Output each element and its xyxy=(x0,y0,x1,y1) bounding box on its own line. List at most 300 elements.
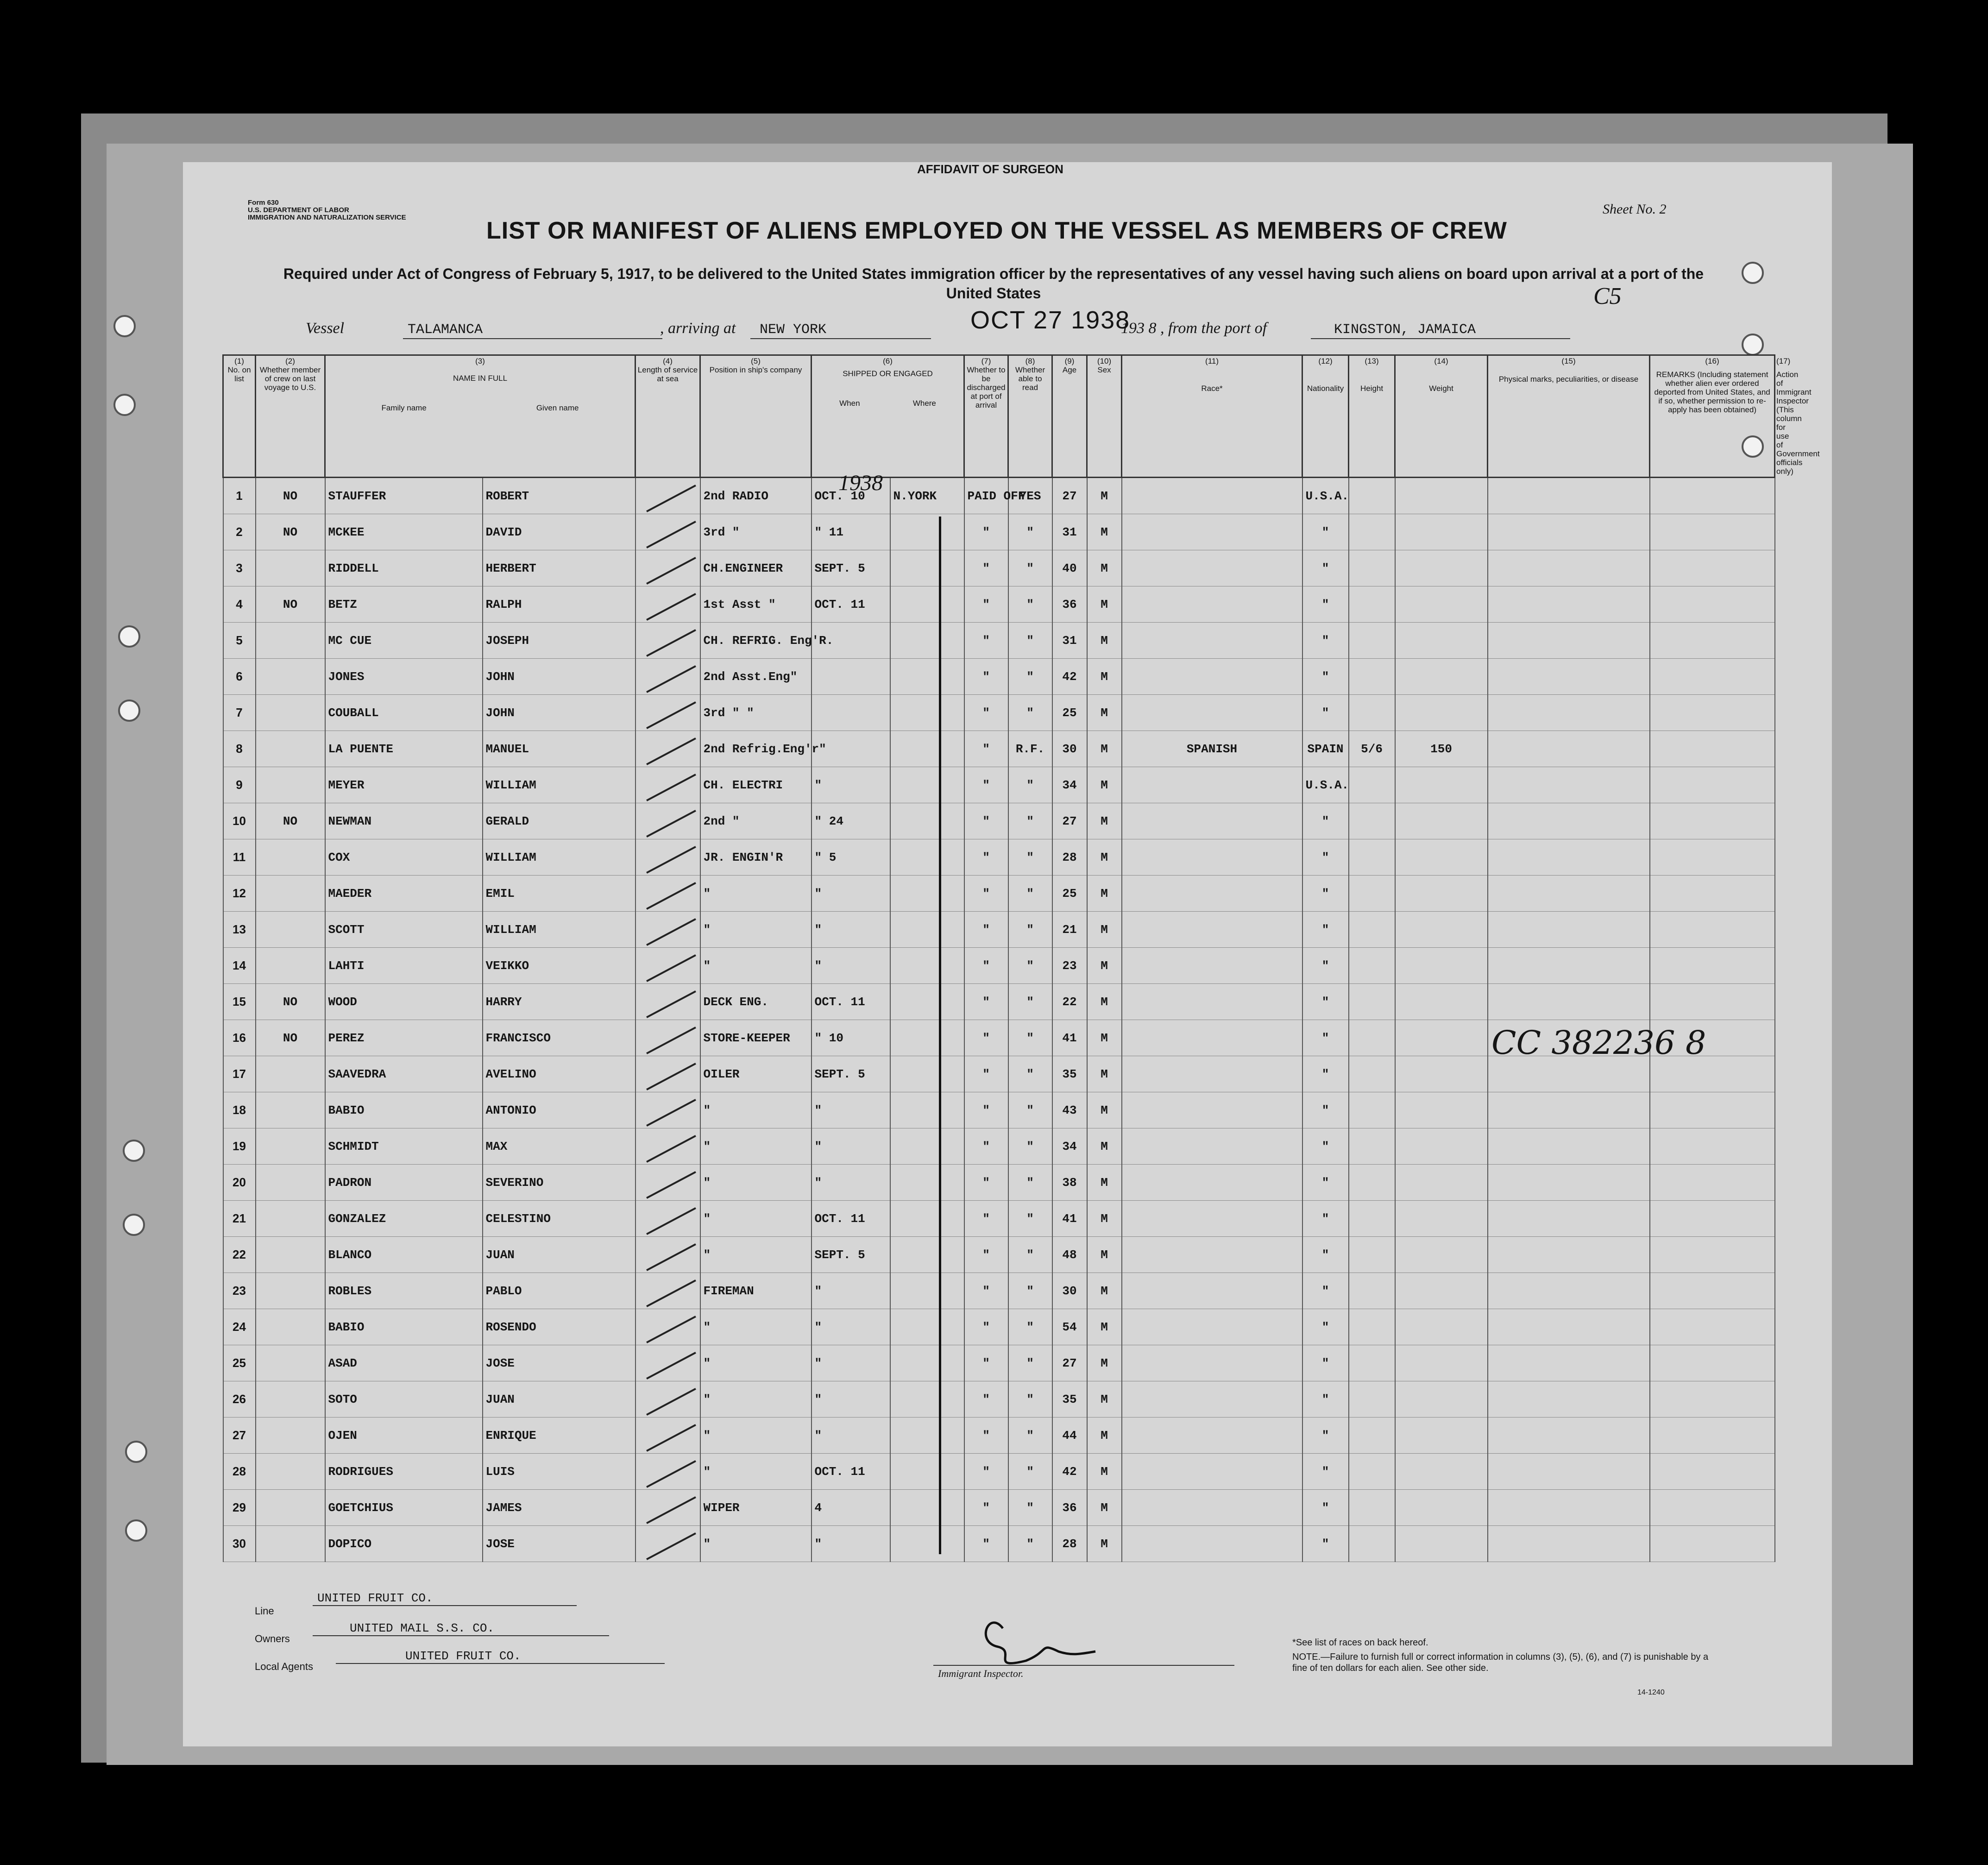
col-position: (5) Position in ship's company xyxy=(700,355,812,478)
shipped-where xyxy=(890,514,964,550)
physical-marks xyxy=(1488,1309,1650,1345)
service-check xyxy=(635,586,700,623)
position: 2nd Refrig.Eng'r" xyxy=(700,731,812,767)
row-number: 13 xyxy=(223,912,256,948)
crew-table xyxy=(222,354,1774,1587)
shipped-where xyxy=(890,1092,964,1128)
service-check xyxy=(635,767,700,803)
race xyxy=(1122,803,1302,839)
able-to-read: " xyxy=(1008,984,1052,1020)
weight xyxy=(1395,1345,1488,1381)
prev-voyage: NO xyxy=(256,1020,325,1056)
service-check xyxy=(635,948,700,984)
discharged: " xyxy=(964,586,1008,623)
service-check xyxy=(635,1092,700,1128)
family-name: PEREZ xyxy=(325,1020,483,1056)
shipped-where xyxy=(890,948,964,984)
remarks xyxy=(1650,1418,1775,1454)
department: U.S. DEPARTMENT OF LABOR xyxy=(248,206,349,214)
nationality: " xyxy=(1302,1381,1349,1418)
service-check xyxy=(635,839,700,876)
table-row xyxy=(223,1165,1775,1201)
age: 35 xyxy=(1052,1381,1087,1418)
service-check xyxy=(635,876,700,912)
weight xyxy=(1395,695,1488,731)
race xyxy=(1122,1237,1302,1273)
physical-marks xyxy=(1488,550,1650,586)
given-name: AVELINO xyxy=(483,1056,635,1092)
races-note: *See list of races on back hereof. xyxy=(1292,1638,1428,1648)
discharged: " xyxy=(964,659,1008,695)
prev-voyage xyxy=(256,948,325,984)
race xyxy=(1122,1020,1302,1056)
remarks xyxy=(1650,731,1775,767)
row-number: 24 xyxy=(223,1309,256,1345)
age: 34 xyxy=(1052,767,1087,803)
nationality: " xyxy=(1302,1345,1349,1381)
physical-marks xyxy=(1488,803,1650,839)
check-mark-icon xyxy=(646,557,696,585)
weight xyxy=(1395,767,1488,803)
physical-marks xyxy=(1488,1526,1650,1562)
sex: M xyxy=(1087,839,1122,876)
shipped-when: " xyxy=(812,912,890,948)
height xyxy=(1349,912,1395,948)
given-name: MANUEL xyxy=(483,731,635,767)
height xyxy=(1349,659,1395,695)
height xyxy=(1349,1454,1395,1490)
able-to-read: R.F. xyxy=(1008,731,1052,767)
family-name: COUBALL xyxy=(325,695,483,731)
row-number: 23 xyxy=(223,1273,256,1309)
sex: M xyxy=(1087,1092,1122,1128)
remarks xyxy=(1650,948,1775,984)
sex: M xyxy=(1087,1201,1122,1237)
shipped-when: " 10 xyxy=(812,1020,890,1056)
binder-hole xyxy=(123,1214,145,1236)
row-number: 8 xyxy=(223,731,256,767)
shipped-when: OCT. 11 xyxy=(812,1201,890,1237)
family-name: DOPICO xyxy=(325,1526,483,1562)
remarks xyxy=(1650,1309,1775,1345)
sex: M xyxy=(1087,984,1122,1020)
col-race: (11) Race* xyxy=(1122,355,1302,478)
age: 27 xyxy=(1052,803,1087,839)
inspector-signature xyxy=(933,1600,1234,1675)
age: 43 xyxy=(1052,1092,1087,1128)
service-check xyxy=(635,623,700,659)
height xyxy=(1349,1092,1395,1128)
service-check xyxy=(635,1128,700,1165)
given-name: ROSENDO xyxy=(483,1309,635,1345)
shipped-when: " xyxy=(812,876,890,912)
prev-voyage: NO xyxy=(256,514,325,550)
service-check xyxy=(635,1418,700,1454)
age: 21 xyxy=(1052,912,1087,948)
able-to-read: " xyxy=(1008,623,1052,659)
col-no: (1) No. on list xyxy=(223,355,256,478)
weight xyxy=(1395,876,1488,912)
row-number: 6 xyxy=(223,659,256,695)
binder-hole xyxy=(113,315,136,337)
remarks xyxy=(1650,1273,1775,1309)
sex: M xyxy=(1087,1056,1122,1092)
nationality: U.S.A. xyxy=(1302,478,1349,514)
shipped-where xyxy=(890,1490,964,1526)
check-mark-icon xyxy=(646,882,696,910)
physical-marks xyxy=(1488,478,1650,514)
prev-voyage xyxy=(256,876,325,912)
prev-voyage xyxy=(256,659,325,695)
family-name: LAHTI xyxy=(325,948,483,984)
sex: M xyxy=(1087,478,1122,514)
family-name: BLANCO xyxy=(325,1237,483,1273)
able-to-read: " xyxy=(1008,948,1052,984)
height xyxy=(1349,1056,1395,1092)
able-to-read: " xyxy=(1008,1345,1052,1381)
col-sex: (10) Sex xyxy=(1087,355,1122,478)
col-remarks: (16) REMARKS (Including statement whether alien ever ordered deported from United States, and if so, whether permission to re-apply has been obtained) xyxy=(1650,355,1775,478)
position: " xyxy=(700,1201,812,1237)
owners-label: Owners xyxy=(255,1633,290,1644)
height xyxy=(1349,1020,1395,1056)
discharged: " xyxy=(964,912,1008,948)
agents-label: Local Agents xyxy=(255,1661,313,1672)
shipped-where xyxy=(890,731,964,767)
able-to-read: " xyxy=(1008,803,1052,839)
weight xyxy=(1395,803,1488,839)
table-row xyxy=(223,514,1775,550)
prev-voyage: NO xyxy=(256,803,325,839)
sheet-number xyxy=(1603,202,1666,217)
given-name: MAX xyxy=(483,1128,635,1165)
service-check xyxy=(635,1309,700,1345)
physical-marks xyxy=(1488,948,1650,984)
row-number: 15 xyxy=(223,984,256,1020)
given-name: VEIKKO xyxy=(483,948,635,984)
shipped-when: SEPT. 5 xyxy=(812,1056,890,1092)
row-number: 4 xyxy=(223,586,256,623)
col-family-name: Family name xyxy=(381,403,427,412)
able-to-read: " xyxy=(1008,586,1052,623)
position: 2nd Asst.Eng" xyxy=(700,659,812,695)
age: 27 xyxy=(1052,478,1087,514)
shipped-where xyxy=(890,695,964,731)
prev-voyage xyxy=(256,695,325,731)
handwritten-code: C5 xyxy=(1593,283,1622,309)
discharged: " xyxy=(964,1454,1008,1490)
nationality: " xyxy=(1302,1201,1349,1237)
prev-voyage: NO xyxy=(256,984,325,1020)
vessel-name: TALAMANCA xyxy=(408,322,483,338)
given-name: GERALD xyxy=(483,803,635,839)
family-name: SCHMIDT xyxy=(325,1128,483,1165)
age: 38 xyxy=(1052,1165,1087,1201)
able-to-read: " xyxy=(1008,1092,1052,1128)
shipped-where xyxy=(890,586,964,623)
discharged: " xyxy=(964,514,1008,550)
col-physical: (15) Physical marks, peculiarities, or disease xyxy=(1488,355,1650,478)
remarks xyxy=(1650,1201,1775,1237)
age: 27 xyxy=(1052,1345,1087,1381)
service-check xyxy=(635,659,700,695)
shipped-when: " 5 xyxy=(812,839,890,876)
discharged: " xyxy=(964,876,1008,912)
remarks xyxy=(1650,1165,1775,1201)
family-name: COX xyxy=(325,839,483,876)
row-number: 9 xyxy=(223,767,256,803)
family-name: PADRON xyxy=(325,1165,483,1201)
col-where: Where xyxy=(912,399,936,408)
given-name: SEVERINO xyxy=(483,1165,635,1201)
age: 31 xyxy=(1052,623,1087,659)
table-row xyxy=(223,1381,1775,1418)
height xyxy=(1349,839,1395,876)
table-row xyxy=(223,1345,1775,1381)
weight xyxy=(1395,1201,1488,1237)
position: DECK ENG. xyxy=(700,984,812,1020)
discharged: " xyxy=(964,1201,1008,1237)
binder-hole xyxy=(123,1140,145,1162)
shipped-when: " xyxy=(812,1092,890,1128)
position: " xyxy=(700,1454,812,1490)
shipped-when: OCT. 11 xyxy=(812,586,890,623)
able-to-read: " xyxy=(1008,1056,1052,1092)
table-row xyxy=(223,839,1775,876)
shipped-when xyxy=(812,695,890,731)
prev-voyage xyxy=(256,767,325,803)
table-body xyxy=(223,478,1775,1562)
physical-marks xyxy=(1488,1490,1650,1526)
sex: M xyxy=(1087,731,1122,767)
shipped-where xyxy=(890,1020,964,1056)
able-to-read: " xyxy=(1008,514,1052,550)
check-mark-icon xyxy=(646,1352,696,1380)
col-height: (13) Height xyxy=(1349,355,1395,478)
check-mark-icon xyxy=(646,1279,696,1307)
prev-voyage xyxy=(256,1381,325,1418)
shipped-when: " xyxy=(812,1273,890,1309)
weight xyxy=(1395,1454,1488,1490)
able-to-read: " xyxy=(1008,876,1052,912)
service-check xyxy=(635,1345,700,1381)
physical-marks xyxy=(1488,1273,1650,1309)
service-check xyxy=(635,478,700,514)
able-to-read: " xyxy=(1008,1165,1052,1201)
check-mark-icon xyxy=(646,629,696,657)
check-mark-icon xyxy=(646,1388,696,1416)
shipped-where xyxy=(890,1128,964,1165)
check-mark-icon xyxy=(646,1207,696,1235)
table-header xyxy=(223,355,1775,478)
service-check xyxy=(635,1526,700,1562)
shipped-where xyxy=(890,1273,964,1309)
given-name: LUIS xyxy=(483,1454,635,1490)
height xyxy=(1349,1345,1395,1381)
remarks xyxy=(1650,623,1775,659)
year-label: 193 8 , from the port of xyxy=(1121,320,1267,337)
prev-voyage xyxy=(256,1128,325,1165)
nationality: " xyxy=(1302,1020,1349,1056)
shipped-where: N.YORK xyxy=(890,478,964,514)
given-name: HERBERT xyxy=(483,550,635,586)
row-number: 12 xyxy=(223,876,256,912)
service-check xyxy=(635,695,700,731)
prev-voyage xyxy=(256,1345,325,1381)
family-name: BABIO xyxy=(325,1092,483,1128)
nationality: " xyxy=(1302,659,1349,695)
shipped-where xyxy=(890,550,964,586)
shipped-when: " xyxy=(812,1418,890,1454)
table-row xyxy=(223,1526,1775,1562)
family-name: SOTO xyxy=(325,1381,483,1418)
given-name: JOSE xyxy=(483,1345,635,1381)
discharged: " xyxy=(964,1381,1008,1418)
table-row xyxy=(223,984,1775,1020)
able-to-read: " xyxy=(1008,1454,1052,1490)
remarks xyxy=(1650,514,1775,550)
nationality: " xyxy=(1302,1092,1349,1128)
nationality: " xyxy=(1302,948,1349,984)
check-mark-icon xyxy=(646,1424,696,1452)
row-number: 14 xyxy=(223,948,256,984)
sex: M xyxy=(1087,1309,1122,1345)
weight xyxy=(1395,550,1488,586)
weight xyxy=(1395,948,1488,984)
row-number: 30 xyxy=(223,1526,256,1562)
check-mark-icon xyxy=(646,918,696,946)
able-to-read: " xyxy=(1008,1418,1052,1454)
sex: M xyxy=(1087,767,1122,803)
shipped-when: " 24 xyxy=(812,803,890,839)
physical-marks xyxy=(1488,1345,1650,1381)
nationality: " xyxy=(1302,803,1349,839)
position: CH. REFRIG. Eng'R. xyxy=(700,623,812,659)
arriving-label: , arriving at xyxy=(660,320,736,337)
row-number: 16 xyxy=(223,1020,256,1056)
remarks xyxy=(1650,803,1775,839)
sheet-value: 2 xyxy=(1659,202,1667,217)
age: 48 xyxy=(1052,1237,1087,1273)
weight xyxy=(1395,984,1488,1020)
position: 2nd RADIO xyxy=(700,478,812,514)
sex: M xyxy=(1087,1454,1122,1490)
shipped-where xyxy=(890,803,964,839)
remarks xyxy=(1650,1490,1775,1526)
shipped-where xyxy=(890,659,964,695)
age: 23 xyxy=(1052,948,1087,984)
position: CH.ENGINEER xyxy=(700,550,812,586)
position: " xyxy=(700,1418,812,1454)
family-name: RODRIGUES xyxy=(325,1454,483,1490)
binder-hole xyxy=(118,699,140,722)
race xyxy=(1122,478,1302,514)
discharged: " xyxy=(964,1490,1008,1526)
position: " xyxy=(700,1345,812,1381)
weight xyxy=(1395,1381,1488,1418)
race xyxy=(1122,1128,1302,1165)
table-row xyxy=(223,803,1775,839)
family-name: GOETCHIUS xyxy=(325,1490,483,1526)
table-row xyxy=(223,1273,1775,1309)
given-name: CELESTINO xyxy=(483,1201,635,1237)
service-check xyxy=(635,1020,700,1056)
row-number: 18 xyxy=(223,1092,256,1128)
row-number: 3 xyxy=(223,550,256,586)
remarks xyxy=(1650,550,1775,586)
position: " xyxy=(700,948,812,984)
binder-hole xyxy=(118,625,140,648)
col-prev-voyage: (2) Whether member of crew on last voyage to U.S. xyxy=(256,355,325,478)
family-name: BABIO xyxy=(325,1309,483,1345)
age: 22 xyxy=(1052,984,1087,1020)
age: 42 xyxy=(1052,659,1087,695)
shipped-when: OCT. 11 xyxy=(812,1454,890,1490)
col-discharged: (7) Whether to be discharged at port of arrival xyxy=(964,355,1008,478)
race xyxy=(1122,984,1302,1020)
prev-voyage xyxy=(256,731,325,767)
height xyxy=(1349,1237,1395,1273)
family-name: STAUFFER xyxy=(325,478,483,514)
nationality: " xyxy=(1302,1237,1349,1273)
sex: M xyxy=(1087,695,1122,731)
shipped-where xyxy=(890,1345,964,1381)
check-mark-icon xyxy=(646,1027,696,1054)
check-mark-icon xyxy=(646,954,696,982)
nationality: " xyxy=(1302,1454,1349,1490)
able-to-read: " xyxy=(1008,1381,1052,1418)
age: 35 xyxy=(1052,1056,1087,1092)
height xyxy=(1349,1381,1395,1418)
table-row xyxy=(223,767,1775,803)
physical-marks xyxy=(1488,731,1650,767)
nationality: " xyxy=(1302,1418,1349,1454)
position: " xyxy=(700,1526,812,1562)
height xyxy=(1349,984,1395,1020)
given-name: WILLIAM xyxy=(483,912,635,948)
family-name: NEWMAN xyxy=(325,803,483,839)
agents-value: UNITED FRUIT CO. xyxy=(336,1649,665,1664)
service-check xyxy=(635,1237,700,1273)
sex: M xyxy=(1087,912,1122,948)
check-mark-icon xyxy=(646,1135,696,1163)
family-name: BETZ xyxy=(325,586,483,623)
given-name: DAVID xyxy=(483,514,635,550)
remarks xyxy=(1650,1092,1775,1128)
weight xyxy=(1395,1128,1488,1165)
sex: M xyxy=(1087,1418,1122,1454)
col-age: (9) Age xyxy=(1052,355,1087,478)
prev-voyage xyxy=(256,550,325,586)
table-row xyxy=(223,1237,1775,1273)
given-name: ROBERT xyxy=(483,478,635,514)
binder-hole xyxy=(1742,262,1764,284)
discharged: " xyxy=(964,1237,1008,1273)
from-underline xyxy=(1311,338,1570,339)
weight xyxy=(1395,912,1488,948)
nationality: " xyxy=(1302,1165,1349,1201)
row-number: 11 xyxy=(223,839,256,876)
row-number: 5 xyxy=(223,623,256,659)
position: CH. ELECTRI xyxy=(700,767,812,803)
able-to-read: " xyxy=(1008,839,1052,876)
race xyxy=(1122,1526,1302,1562)
height xyxy=(1349,695,1395,731)
weight xyxy=(1395,1418,1488,1454)
race xyxy=(1122,1056,1302,1092)
shipped-where xyxy=(890,1454,964,1490)
height xyxy=(1349,550,1395,586)
